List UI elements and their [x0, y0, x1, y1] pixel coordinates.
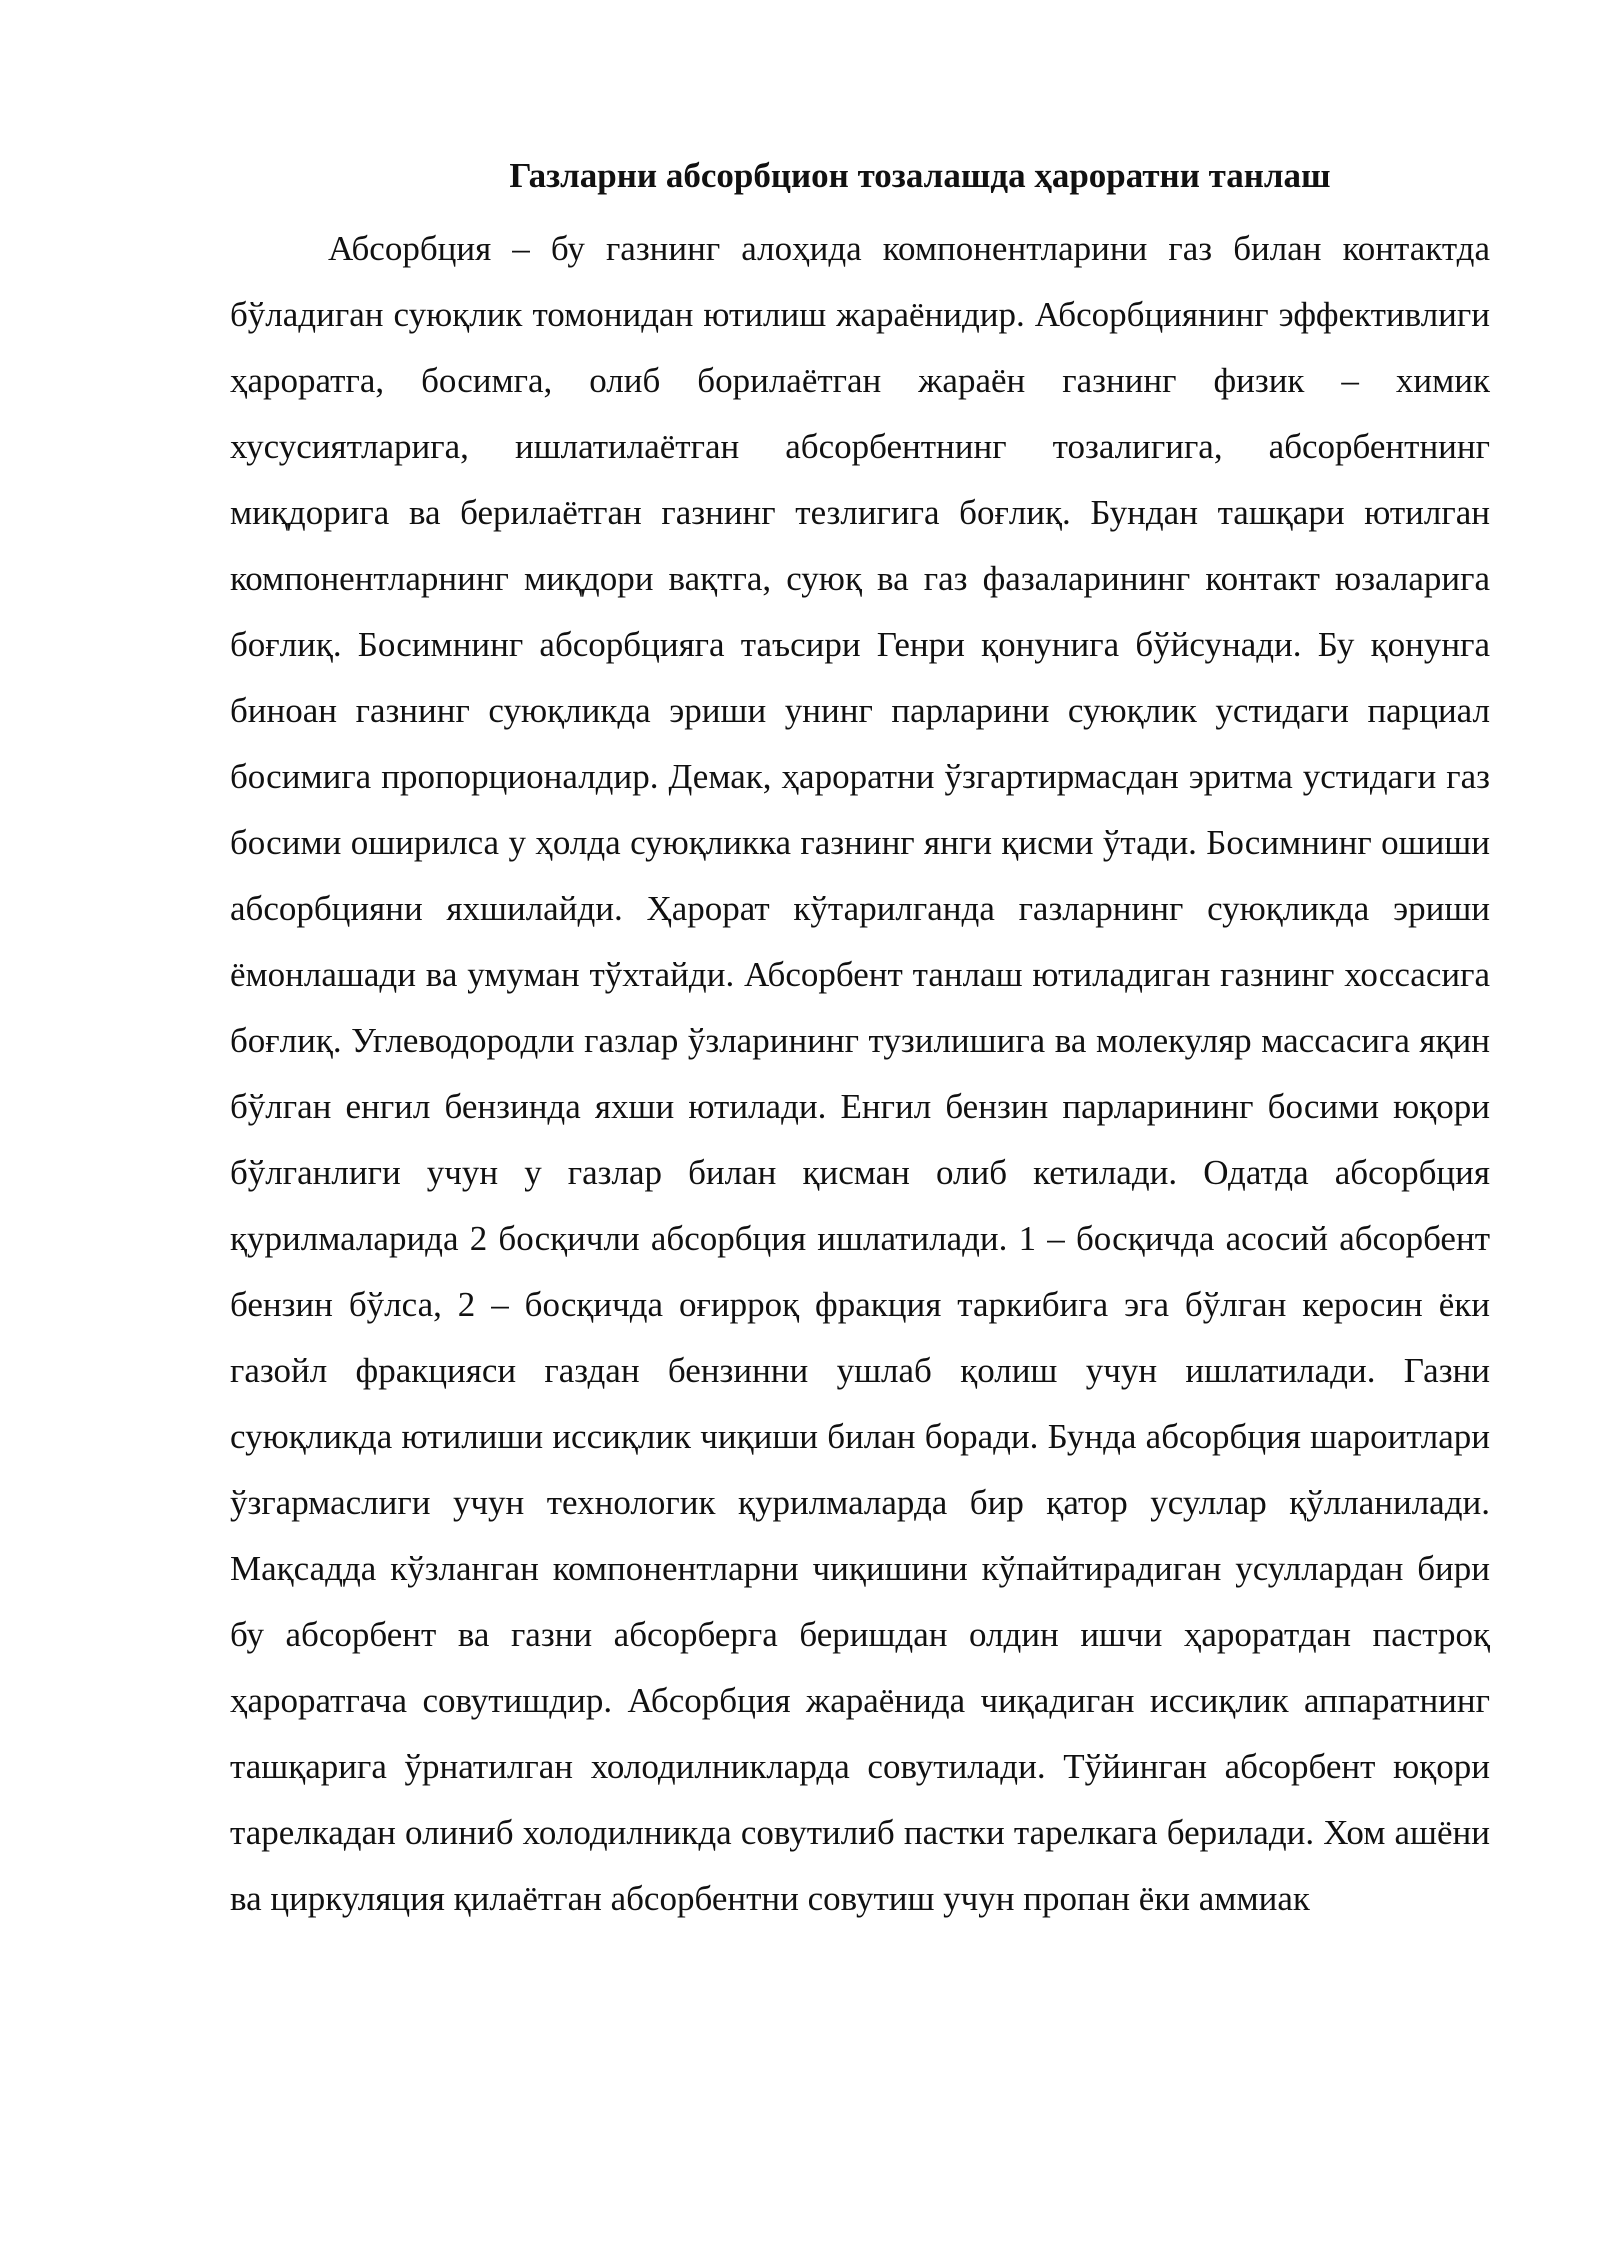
document-title: Газларни абсорбцион тозалашда ҳароратни танлаш: [509, 156, 1331, 195]
body-paragraph: Абсорбция – бу газнинг алоҳида компонентларини газ билан контактда бўладиган суюқлик томонидан ютилиш жараёнидир. Абсорбциянинг эффективлиги ҳароратга, босимга, олиб борилаётган жараён газнинг физик – химик хусусиятларига, ишлатилаётган абсорбентнинг тозалигига, абсорбентнинг миқдорига ва берилаётган газнинг тезлигига боғлиқ. Бундан ташқари ютилган компонентларнинг миқдори вақтга, суюқ ва газ фазаларининг контакт юзаларига боғлиқ. Босимнинг абсорбцияга таъсири Генри қонунига бўйсунади. Бу қонунга биноан газнинг суюқликда эриши унинг парларини суюқлик устидаги парциал босимига пропорционалдир. Демак, ҳароратни ўзгартирмасдан эритма устидаги газ босими оширилса у ҳолда суюқликка газнинг янги қисми ўтади. Босимнинг ошиши абсорбцияни яхшилайди. Ҳарорат кўтарилганда газларнинг суюқликда эриши ёмонлашади ва умуман тўхтайди. Абсорбент танлаш ютиладиган газнинг хоссасига боғлиқ. Углеводородли газлар ўзларининг тузилишига ва молекуляр массасига яқин бўлган енгил бензинда яхши ютилади. Енгил бензин парларининг босими юқори бўлганлиги учун у газлар билан қисман олиб кетилади. Одатда абсорбция қурилмаларида 2 босқичли абсорбция ишлатилади. 1 – босқичда асосий абсорбент бензин бўлса, 2 – босқичда оғирроқ фракция таркибига эга бўлган керосин ёки газойл фракцияси газдан бензинни ушлаб қолиш учун ишлатилади. Газни суюқликда ютилиши иссиқлик чиқиши билан боради. Бунда абсорбция шароитлари ўзгармаслиги учун технологик қурилмаларда бир қатор усуллар қўлланилади. Мақсадда кўзланган компонентларни чиқишини кўпайтирадиган усуллардан бири бу абсорбент ва газни абсорберга беришдан олдин ишчи ҳароратдан пастроқ ҳароратгача совутишдир. Абсорбция жараёнида чиқадиган иссиқлик аппаратнинг ташқарига ўрнатилган холодилникларда совутилади. Тўйинган абсорбент юқори тарелкадан олиниб холодилникда совутилиб пастки тарелкага берилади. Хом ашёни ва циркуляция қилаётган абсорбентни совутиш учун пропан ёки аммиак: [230, 229, 1490, 1918]
